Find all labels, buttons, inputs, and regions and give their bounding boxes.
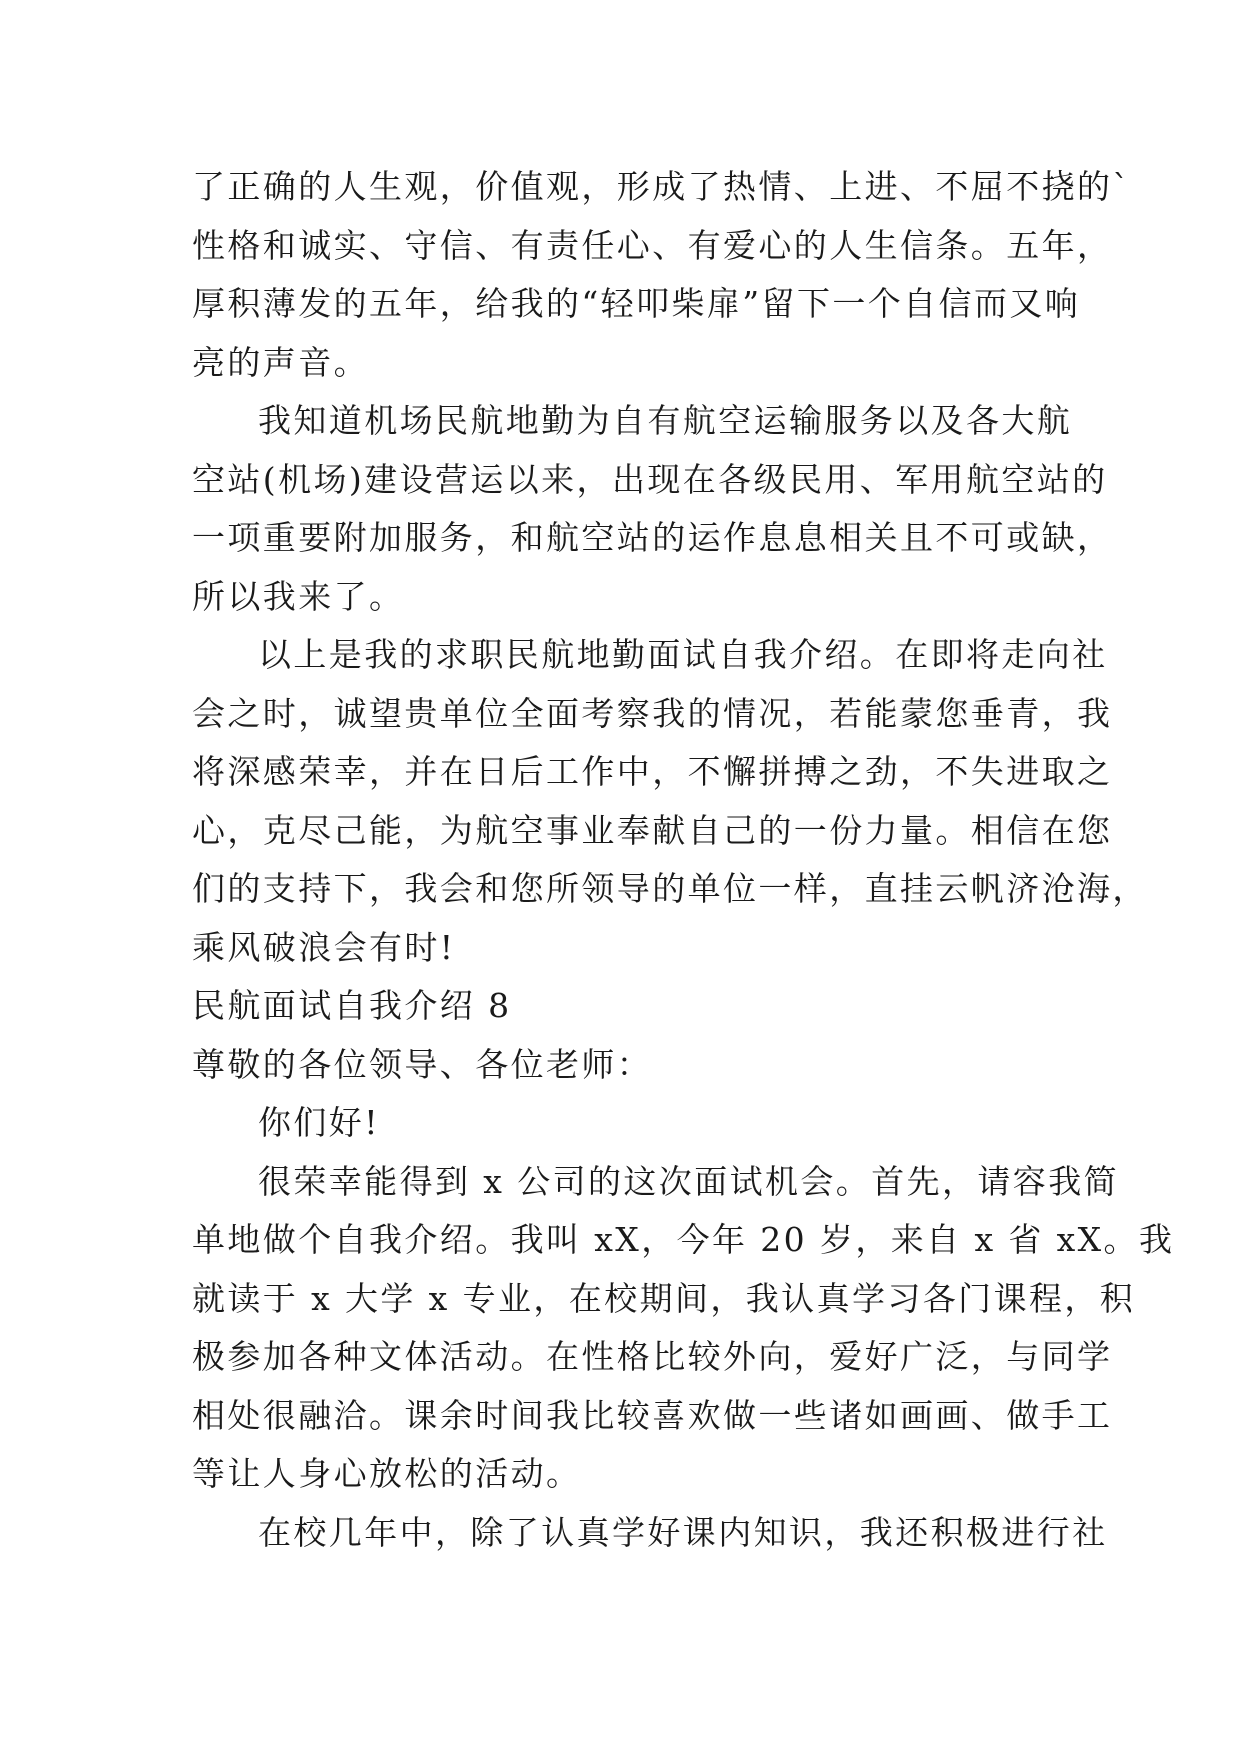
- text-line: 心，克尽己能，为航空事业奉献自己的一份力量。相信在您: [192, 810, 1113, 850]
- text-line: 亮的声音。: [192, 342, 369, 382]
- document-body: [192, 158, 1175, 1562]
- text-line: 极参加各种文体活动。在性格比较外向，爱好广泛，与同学: [192, 1337, 1113, 1376]
- text-line: 相处很融洽。课余时间我比较喜欢做一些诸如画画、做手工: [192, 1395, 1113, 1435]
- text-line: 我知道机场民航地勤为自有航空运输服务以及各大航: [258, 401, 1073, 440]
- text-line: 将深感荣幸，并在日后工作中，不懈拼搏之劲，不失进取之: [192, 752, 1113, 791]
- text-line: 就读于 x 大学 x 专业，在校期间，我认真学习各门课程，积: [192, 1278, 1136, 1318]
- salutation: 尊敬的各位领导、各位老师：: [192, 1044, 653, 1084]
- text-line: 很荣幸能得到 x 公司的这次面试机会。首先，请容我简: [258, 1161, 1119, 1201]
- text-line: 性格和诚实、守信、有责任心、有爱心的人生信条。五年，: [192, 225, 1113, 265]
- text-line: 以上是我的求职民航地勤面试自我介绍。在即将走向社: [258, 635, 1108, 674]
- text-line: 乘风破浪会有时!: [192, 927, 456, 967]
- text-line: 所以我来了。: [192, 576, 405, 616]
- greeting: 你们好!: [258, 1103, 380, 1142]
- text-line: 会之时，诚望贵单位全面考察我的情况，若能蒙您垂青，我: [192, 693, 1113, 733]
- text-line: 们的支持下，我会和您所领导的单位一样，直挂云帆济沧海，: [192, 869, 1148, 908]
- text-line: 单地做个自我介绍。我叫 xX，今年 20 岁，来自 x 省 xX。我: [192, 1220, 1175, 1259]
- text-line: 在校几年中，除了认真学好课内知识，我还积极进行社: [258, 1512, 1108, 1552]
- section-heading: 民航面试自我介绍 8: [192, 986, 512, 1025]
- text-line: 厚积薄发的五年，给我的“轻叩柴扉”留下一个自信而又响: [192, 284, 1081, 323]
- text-line: 一项重要附加服务，和航空站的运作息息相关且不可或缺，: [192, 518, 1113, 557]
- text-line: 了正确的人生观，价值观，形成了热情、上进、不屈不挠的`: [192, 167, 1132, 206]
- text-line: 空站(机场)建设营运以来，出现在各级民用、军用航空站的: [192, 459, 1108, 499]
- text-line: 等让人身心放松的活动。: [192, 1454, 582, 1493]
